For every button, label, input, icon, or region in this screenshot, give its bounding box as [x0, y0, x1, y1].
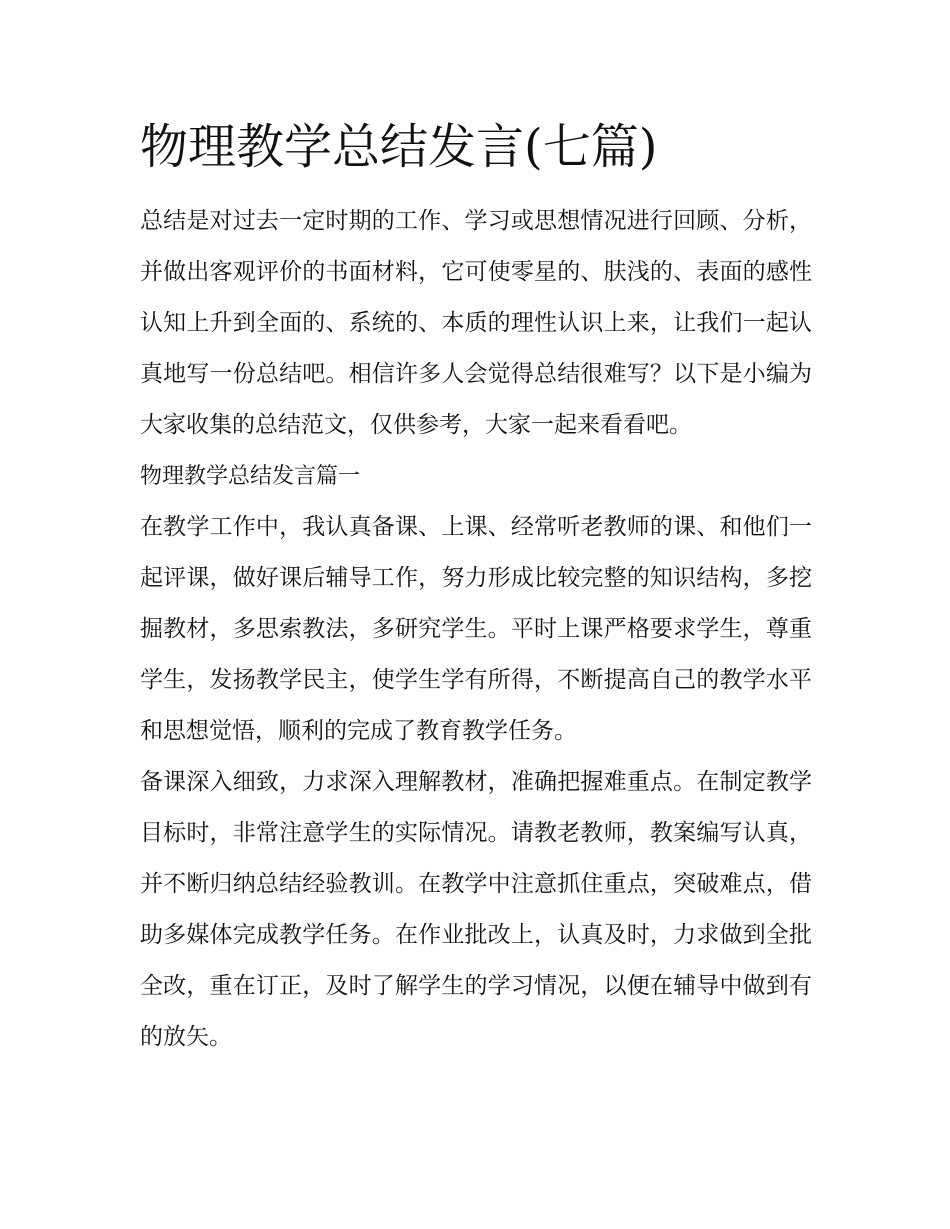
body-paragraph: 在教学工作中，我认真备课、上课、经常听老教师的课、和他们一起评课，做好课后辅导工作，努力形成比较完整的知识结构，多挖掘教材，多思索教法，多研究学生。平时上课严格要求学生，尊重学生，发扬教学民主，使学生学有所得，不断提高自己的教学水平和思想觉悟，顺利的完成了教育教学任务。	[140, 514, 812, 744]
body-paragraph: 备课深入细致，力求深入理解教材，准确把握难重点。在制定教学目标时，非常注意学生的实际情况。请教老教师，教案编写认真，并不断归纳总结经验教训。在教学中注意抓住重点，突破难点，借助多媒体完成教学任务。在作业批改上，认真及时，力求做到全批全改，重在订正，及时了解学生的学习情况，以便在辅导中做到有的放矢。	[140, 769, 812, 1050]
section-heading: 物理教学总结发言篇一	[140, 464, 361, 489]
document-body	[140, 112, 812, 1063]
intro-paragraph: 总结是对过去一定时期的工作、学习或思想情况进行回顾、分析，并做出客观评价的书面材料，它可使零星的、肤浅的、表面的感性认知上升到全面的、系统的、本质的理性认识上来，让我们一起认真地写一份总结吧。相信许多人会觉得总结很难写？以下是小编为大家收集的总结范文，仅供参考，大家一起来看看吧。	[140, 208, 812, 438]
document-title: 物理教学总结发言(七篇)	[140, 119, 658, 175]
